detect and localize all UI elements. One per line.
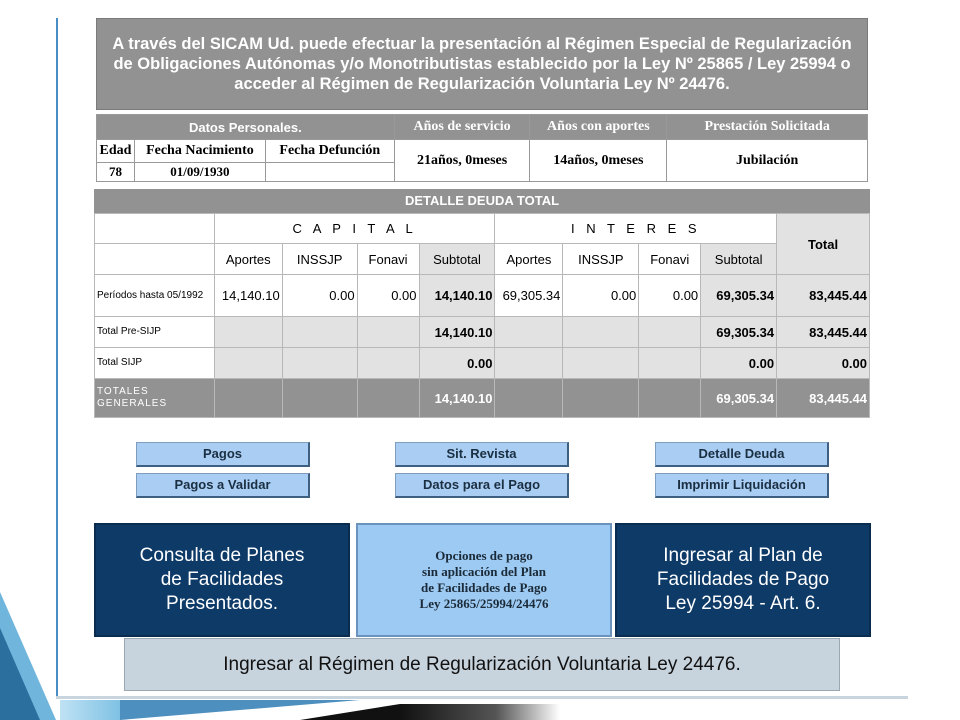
personal-info-table: [96, 114, 868, 182]
column-header: Fonavi: [357, 244, 419, 275]
frame-border: [56, 696, 908, 699]
edad-label: Edad: [97, 140, 135, 163]
cap-subtotal-cell: 14,140.10: [419, 379, 495, 418]
regimen-voluntario-button[interactable]: [124, 638, 840, 691]
int-inssjp-cell: 0.00: [563, 275, 639, 317]
empty-cell: [214, 317, 282, 348]
regimen-label: Ingresar al Régimen de Regularización Voluntaria Ley 24476.: [223, 653, 741, 675]
empty-cell: [357, 348, 419, 379]
slide-decoration: [400, 704, 560, 720]
prestacion-header: Prestación Solicitada: [667, 115, 868, 140]
panel-text: Ingresar al Plan de: [663, 545, 823, 566]
row-label: Total SIJP: [95, 348, 215, 379]
table-row: [95, 317, 870, 348]
detalle-deuda-title: DETALLE DEUDA TOTAL: [94, 189, 870, 213]
panel-text: Facilidades de Pago: [656, 569, 830, 590]
cap-fonavi-cell: 0.00: [357, 275, 419, 317]
panel-text: Opciones de pago: [435, 548, 533, 563]
panel-text: de Facilidades: [160, 569, 284, 590]
slide-decoration: [0, 628, 40, 720]
datos-personales-header: Datos Personales.: [97, 115, 395, 140]
frame-border: [56, 18, 58, 698]
capital-header: C A P I T A L: [214, 214, 495, 244]
corner-cell: [95, 244, 215, 275]
empty-cell: [639, 379, 701, 418]
total-cell: 83,445.44: [777, 379, 870, 418]
empty-cell: [282, 317, 357, 348]
empty-cell: [357, 379, 419, 418]
empty-cell: [282, 379, 357, 418]
pagos-button[interactable]: Pagos: [136, 442, 310, 467]
cap-inssjp-cell: 0.00: [282, 275, 357, 317]
empty-cell: [495, 379, 563, 418]
anios-aportes-header: Años con aportes: [530, 115, 667, 140]
sicam-header-banner: [96, 18, 868, 110]
slide-decoration: [300, 704, 400, 720]
empty-cell: [214, 348, 282, 379]
cap-subtotal-cell: 14,140.10: [419, 275, 495, 317]
opciones-de-pago-button[interactable]: [356, 523, 612, 637]
total-cell: 83,445.44: [777, 275, 870, 317]
datos-para-el-pago-button[interactable]: Datos para el Pago: [395, 473, 569, 498]
edad-value: 78: [97, 163, 135, 182]
empty-cell: [214, 379, 282, 418]
slide-decoration: [60, 700, 120, 720]
interes-header: I N T E R E S: [495, 214, 777, 244]
column-header: INSSJP: [563, 244, 639, 275]
panel-text: Presentados.: [166, 593, 278, 614]
consulta-planes-button[interactable]: [94, 523, 350, 637]
anios-servicio-header: Años de servicio: [394, 115, 530, 140]
table-row: [95, 379, 870, 418]
column-header: Aportes: [495, 244, 563, 275]
fecha-nacimiento-label: Fecha Nacimiento: [134, 140, 265, 163]
fecha-defuncion-label: Fecha Defunción: [265, 140, 394, 163]
cap-subtotal-cell: 0.00: [419, 348, 495, 379]
table-row: [95, 348, 870, 379]
pagos-a-validar-button[interactable]: Pagos a Validar: [136, 473, 310, 498]
total-cell: 83,445.44: [777, 317, 870, 348]
empty-cell: [357, 317, 419, 348]
int-fonavi-cell: 0.00: [639, 275, 701, 317]
anios-aportes-value: 14años, 0meses: [530, 140, 667, 182]
header-text: A través del SICAM Ud. puede efectuar la presentación al Régimen Especial de Regularización de Obligaciones Autónomas y/o Monotributistas establecido por la Ley Nº 25865 / Ley 25994 o acceder al Régimen de Regularización Voluntaria Ley Nº 24476.: [112, 35, 852, 93]
row-label: TOTALES GENERALES: [95, 379, 215, 418]
column-header: Subtotal: [701, 244, 777, 275]
total-cell: 0.00: [777, 348, 870, 379]
empty-cell: [639, 348, 701, 379]
empty-cell: [495, 317, 563, 348]
prestacion-value: Jubilación: [667, 140, 868, 182]
corner-cell: [95, 214, 215, 244]
cap-aportes-cell: 14,140.10: [214, 275, 282, 317]
panel-text: Consulta de Planes: [139, 545, 305, 566]
int-subtotal-cell: 69,305.34: [701, 317, 777, 348]
empty-cell: [495, 348, 563, 379]
empty-cell: [282, 348, 357, 379]
int-subtotal-cell: 69,305.34: [701, 275, 777, 317]
debt-table: [94, 213, 870, 418]
detalle-deuda-button[interactable]: Detalle Deuda: [655, 442, 829, 467]
total-header: Total: [777, 214, 870, 275]
panel-text: sin aplicación del Plan: [422, 564, 546, 579]
empty-cell: [639, 317, 701, 348]
empty-cell: [563, 348, 639, 379]
column-header: INSSJP: [282, 244, 357, 275]
column-header: Subtotal: [419, 244, 495, 275]
column-header: Aportes: [214, 244, 282, 275]
fecha-nacimiento-value: 01/09/1930: [134, 163, 265, 182]
empty-cell: [563, 317, 639, 348]
row-label: Períodos hasta 05/1992: [95, 275, 215, 317]
column-header: Fonavi: [639, 244, 701, 275]
int-subtotal-cell: 69,305.34: [701, 379, 777, 418]
cap-subtotal-cell: 14,140.10: [419, 317, 495, 348]
empty-cell: [563, 379, 639, 418]
int-subtotal-cell: 0.00: [701, 348, 777, 379]
table-row: [95, 275, 870, 317]
panel-text: Ley 25865/25994/24476: [419, 596, 549, 611]
row-label: Total Pre-SIJP: [95, 317, 215, 348]
panel-text: Ley 25994 - Art. 6.: [665, 593, 821, 614]
ingresar-plan-button[interactable]: [615, 523, 871, 637]
imprimir-liquidacion-button[interactable]: Imprimir Liquidación: [655, 473, 829, 498]
panel-text: de Facilidades de Pago: [420, 580, 547, 595]
anios-servicio-value: 21años, 0meses: [394, 140, 530, 182]
sit-revista-button[interactable]: Sit. Revista: [395, 442, 569, 467]
int-aportes-cell: 69,305.34: [495, 275, 563, 317]
fecha-defuncion-value: [265, 163, 394, 182]
